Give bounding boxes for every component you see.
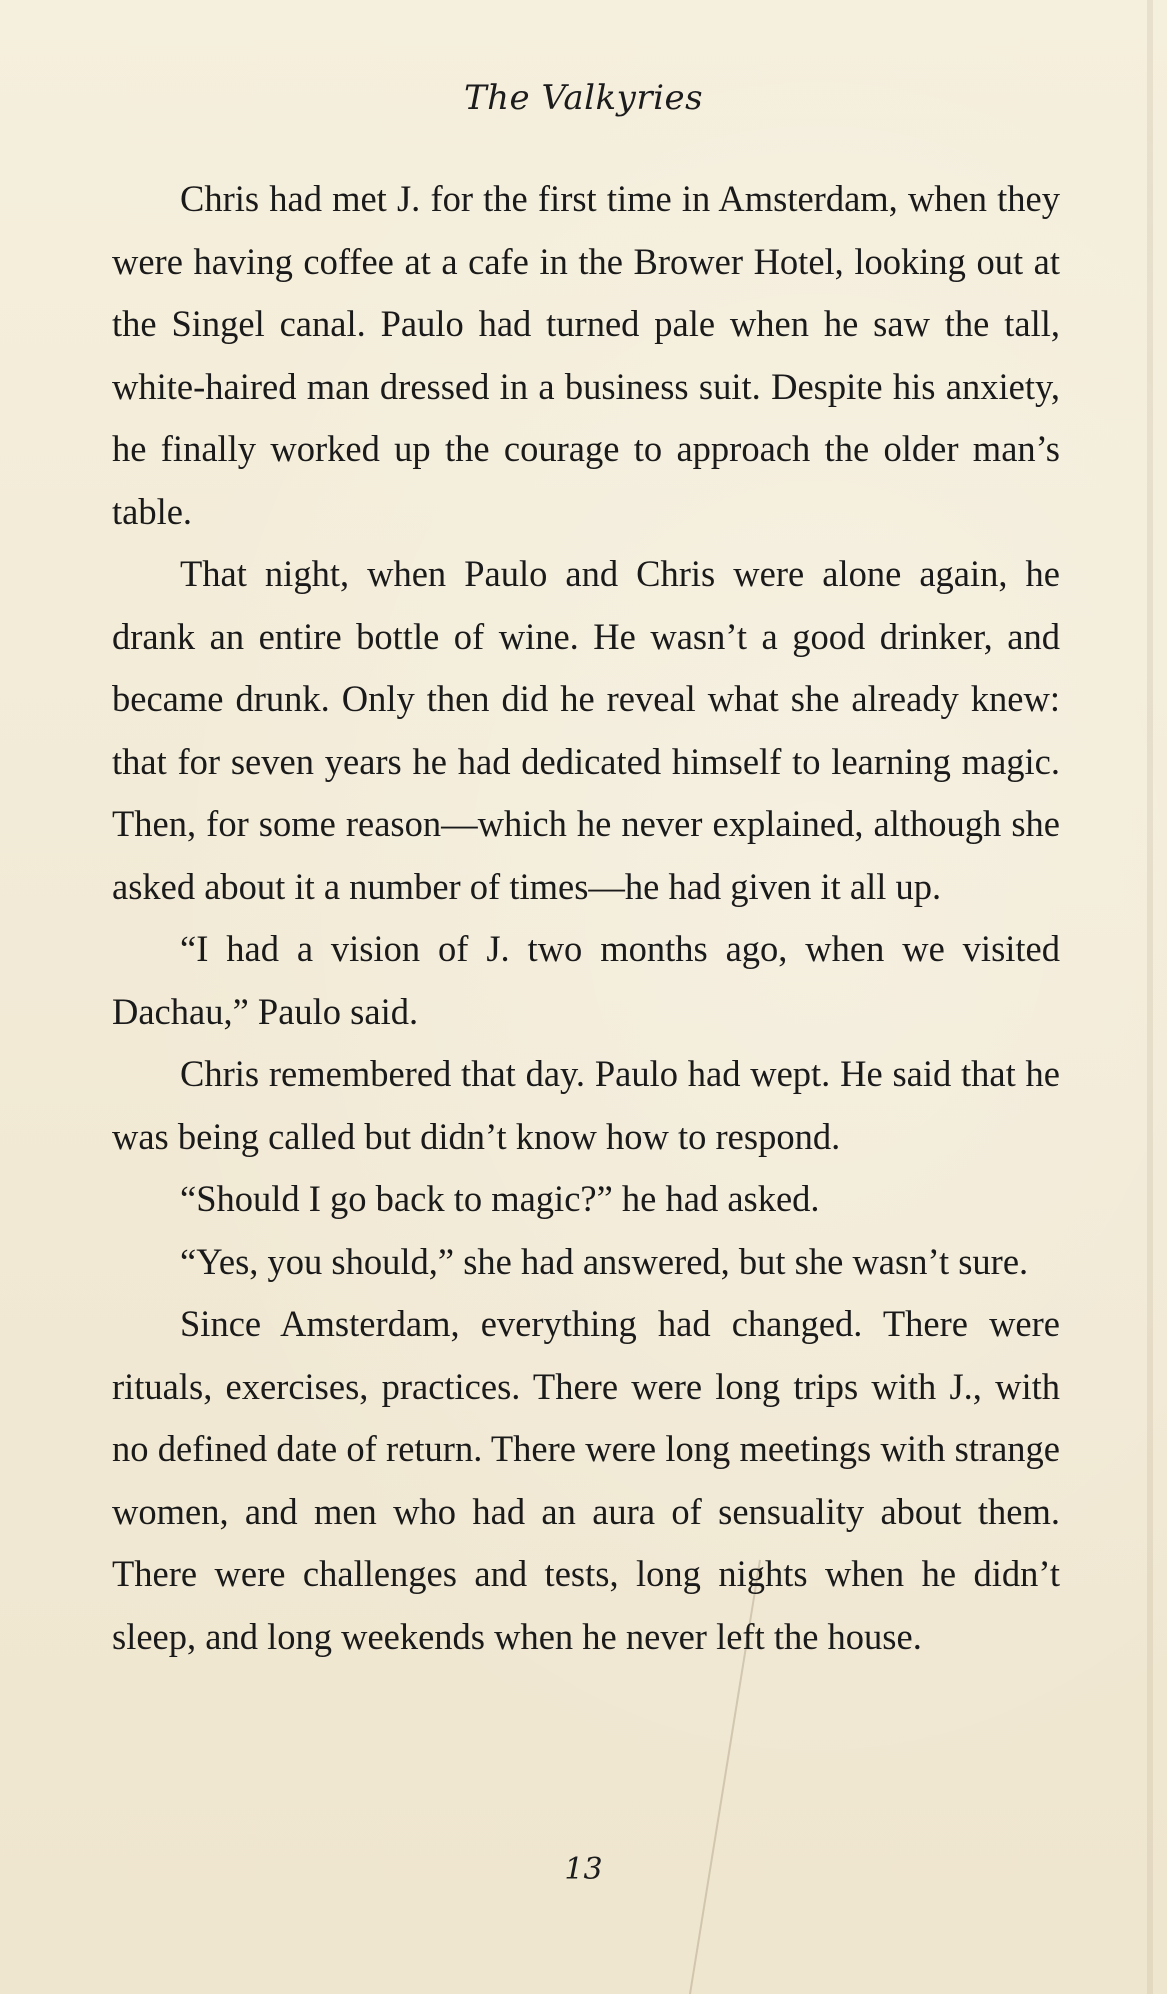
page-number: 13: [564, 1852, 603, 1887]
paragraph: “Should I go back to magic?” he had asked.: [180, 1178, 820, 1219]
paragraph: That night, when Paulo and Chris were alone again, he drank an entire bottle of wine. He wasn’t a good drinker, and became drunk. Only then did he reveal what she already knew: that for seven years he had dedicated himself to learning magic. Then, for some reason—which he never explained, although she asked about it a number of times—he had given it all up.: [112, 553, 1060, 907]
body-text: [112, 168, 1060, 1668]
paragraph: “I had a vision of J. two months ago, when we visited Dachau,” Paulo said.: [112, 928, 1060, 1032]
paragraph: “Yes, you should,” she had answered, but she wasn’t sure.: [180, 1240, 1029, 1282]
paragraph: Chris had met J. for the first time in Amsterdam, when they were having coffee at a cafe in the Brower Hotel, looking out at the Singel canal. Paulo had turned pale when he saw the tall, white-haired man dressed in a business suit. Despite his anxiety, he finally worked up the courage to approach the older man’s table.: [112, 178, 1060, 532]
running-header-title: The Valkyries: [463, 78, 704, 118]
paragraph: Since Amsterdam, everything had changed. There were rituals, exercises, practices. There were long trips with J., with no defined date of return. There were long meetings with strange women, and men who had an aura of sensuality about them. There were challenges and tests, long nights when he didn’t sleep, and long weekends when he never left the house.: [112, 1303, 1060, 1657]
paragraph: Chris remembered that day. Paulo had wept. He said that he was being called but didn’t know how to respond.: [112, 1053, 1060, 1157]
